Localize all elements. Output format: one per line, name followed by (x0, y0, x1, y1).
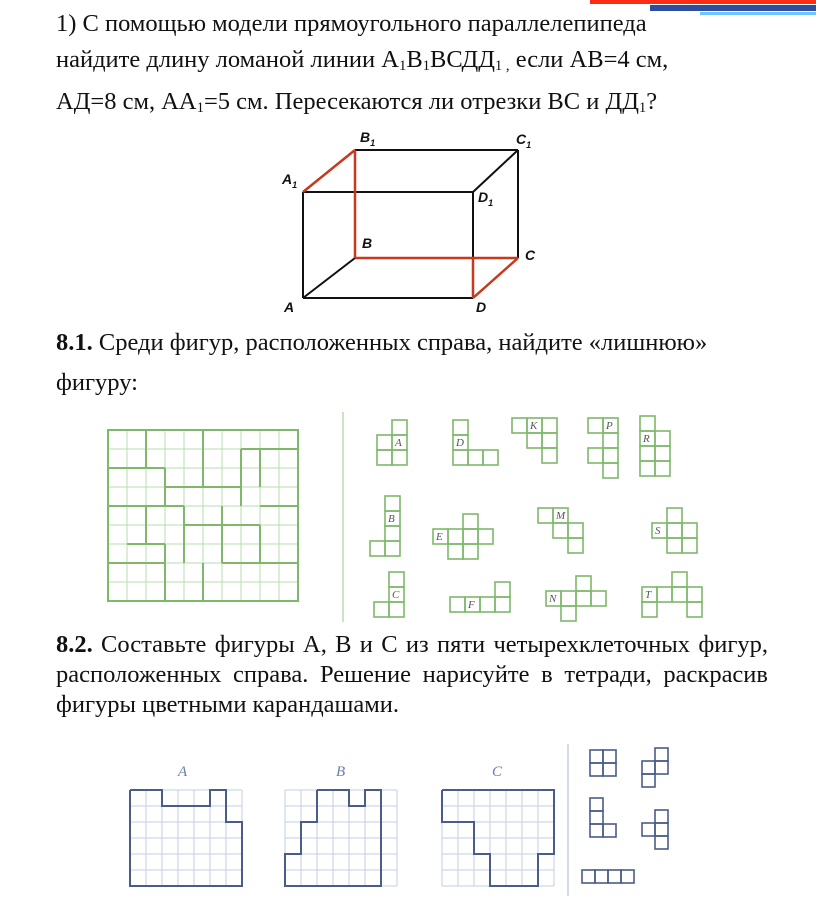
figure-label-A: A (178, 764, 188, 780)
task1-number: 1) (56, 10, 77, 37)
tetromino-cell (603, 763, 616, 776)
piece-cell (538, 508, 553, 523)
piece-cell (576, 576, 591, 591)
tetromino-cell (582, 870, 595, 883)
piece-cell (495, 597, 510, 612)
task81-text-line2 (56, 368, 768, 398)
piece-cell (385, 541, 400, 556)
piece-label-P: P (606, 420, 613, 432)
piece-cell (568, 538, 583, 553)
subscript: 1 (398, 58, 407, 74)
vertex-A1 (281, 171, 297, 190)
vertex-A: A (284, 299, 295, 315)
piece-cell (463, 544, 478, 559)
subscript: 1 (638, 100, 647, 116)
task81-number: 8.1. (56, 329, 93, 356)
figure-label-B: B (336, 764, 346, 780)
task1-line2-part: найдите длину ломаной линии А (56, 46, 399, 73)
piece-cell (553, 523, 568, 538)
piece-cell (370, 541, 385, 556)
piece-cell (603, 448, 618, 463)
tetromino-cell (608, 870, 621, 883)
piece-cell (603, 463, 618, 478)
task1-line1-text: С помощью модели прямоугольного параллелепипеда (82, 10, 647, 37)
tetromino-cell (655, 823, 668, 836)
vertex-C: C (525, 247, 536, 263)
tetromino-cell (655, 761, 668, 774)
task81-line2: фигуру: (56, 369, 138, 396)
piece-cell (667, 538, 682, 553)
vertex-B1 (360, 129, 375, 148)
task1-line3-part: АД=8 см, АА (56, 88, 197, 115)
piece-cell (655, 431, 670, 446)
piece-cell (480, 597, 495, 612)
piece-cell (478, 529, 493, 544)
vertex-D: D (476, 299, 487, 315)
piece-cell (687, 602, 702, 617)
subscript: 1 (422, 58, 431, 74)
piece-cell (655, 446, 670, 461)
piece-cell (591, 591, 606, 606)
piece-cell (512, 418, 527, 433)
green-figures-panel (100, 412, 716, 622)
piece-cell (640, 416, 655, 431)
piece-cell (568, 523, 583, 538)
piece-cell (463, 514, 478, 529)
piece-cell (463, 529, 478, 544)
tetromino-cell (655, 810, 668, 823)
piece-cell (655, 461, 670, 476)
piece-cell (588, 418, 603, 433)
vertex-sub: 1 (488, 198, 494, 208)
blue-figures-panel (120, 742, 696, 898)
piece-label-C: C (392, 589, 400, 601)
piece-cell (389, 572, 404, 587)
task1-text (56, 6, 768, 126)
piece-cell (483, 450, 498, 465)
task82-number: 8.2. (56, 631, 93, 658)
task81-text (56, 328, 768, 358)
vertex-sub: 1 (370, 138, 376, 148)
tetromino-cell (590, 763, 603, 776)
piece-cell (588, 448, 603, 463)
piece-cell (576, 591, 591, 606)
piece-cell (561, 606, 576, 621)
figure-label-C: C (492, 764, 503, 780)
piece-cell (640, 446, 655, 461)
piece-cell (385, 526, 400, 541)
piece-cell (640, 461, 655, 476)
tetromino-cell (590, 798, 603, 811)
task1-line3 (56, 84, 768, 126)
tetromino-cell (590, 824, 603, 837)
piece-cell (453, 450, 468, 465)
task1-line3-part: ? (646, 88, 658, 115)
piece-cell (667, 508, 682, 523)
tetromino-cell (590, 750, 603, 763)
piece-cell (377, 435, 392, 450)
vertex-sub: 1 (526, 140, 532, 150)
subscript: 1 (196, 100, 204, 116)
piece-cell (448, 544, 463, 559)
piece-cell (542, 418, 557, 433)
piece-cell (667, 523, 682, 538)
piece-cell (385, 496, 400, 511)
vertex-C1 (516, 131, 531, 150)
tetromino-cell (595, 870, 608, 883)
tetromino-cell (621, 870, 634, 883)
tetromino-cell (603, 750, 616, 763)
piece-cell (687, 587, 702, 602)
piece-label-R: R (643, 433, 650, 445)
piece-label-N: N (549, 593, 557, 605)
piece-cell (392, 420, 407, 435)
task1-line2-part: В (406, 46, 423, 73)
piece-cell (672, 572, 687, 587)
piece-cell (377, 450, 392, 465)
piece-cell (682, 523, 697, 538)
piece-cell (657, 587, 672, 602)
task82-body: Составьте фигуры А, В и С из пяти четырехклеточных фигур, расположенных справа. Решение нарисуйте в тетради, раскрасив фигуры цветными карандашами. (56, 631, 768, 718)
piece-cell (682, 538, 697, 553)
piece-label-K: K (530, 420, 538, 432)
task1-line1 (56, 6, 768, 42)
red-stripe (590, 0, 816, 4)
piece-label-B: B (388, 513, 395, 525)
tetromino-cell (642, 761, 655, 774)
vertex-B: B (362, 235, 373, 251)
piece-cell (561, 591, 576, 606)
tetromino-cell (642, 823, 655, 836)
vertex-D1 (478, 189, 493, 208)
tetromino-cell (655, 836, 668, 849)
task1-line3-part: =5 см. Пересекаются ли отрезки ВС и ДД (203, 88, 639, 115)
piece-cell (495, 582, 510, 597)
piece-cell (527, 433, 542, 448)
task81-line1: Среди фигур, расположенных справа, найдите «лишнюю» (92, 329, 708, 356)
piece-cell (642, 602, 657, 617)
vertex-letter: B (360, 129, 371, 145)
piece-label-T: T (645, 589, 652, 601)
piece-cell (542, 448, 557, 463)
piece-cell (468, 450, 483, 465)
piece-cell (453, 420, 468, 435)
piece-label-S: S (655, 525, 661, 537)
task1-line2-part: ВСДД (430, 46, 495, 73)
parallelepiped-figure (270, 128, 560, 320)
task1-line2 (56, 42, 768, 84)
tetromino-cell (642, 774, 655, 787)
piece-cell (448, 529, 463, 544)
piece-cell (603, 433, 618, 448)
piece-label-A: A (395, 437, 402, 449)
task82-text (56, 630, 768, 720)
piece-cell (542, 433, 557, 448)
vertex-letter: D (478, 189, 489, 205)
tetromino-cell (655, 748, 668, 761)
piece-cell (450, 597, 465, 612)
tetromino-cell (590, 811, 603, 824)
piece-label-F: F (468, 599, 475, 611)
subscript: 1 , (494, 58, 510, 74)
piece-label-E: E (436, 531, 443, 543)
piece-cell (392, 450, 407, 465)
tetromino-cell (603, 824, 616, 837)
piece-cell (374, 602, 389, 617)
vertex-letter: A (282, 171, 293, 187)
piece-label-D: D (456, 437, 464, 449)
piece-label-M: M (556, 510, 566, 522)
vertex-sub: 1 (292, 180, 298, 190)
task1-line2-part: если АВ=4 см, (509, 46, 669, 73)
piece-cell (389, 602, 404, 617)
vertex-letter: C (516, 131, 527, 147)
piece-cell (672, 587, 687, 602)
